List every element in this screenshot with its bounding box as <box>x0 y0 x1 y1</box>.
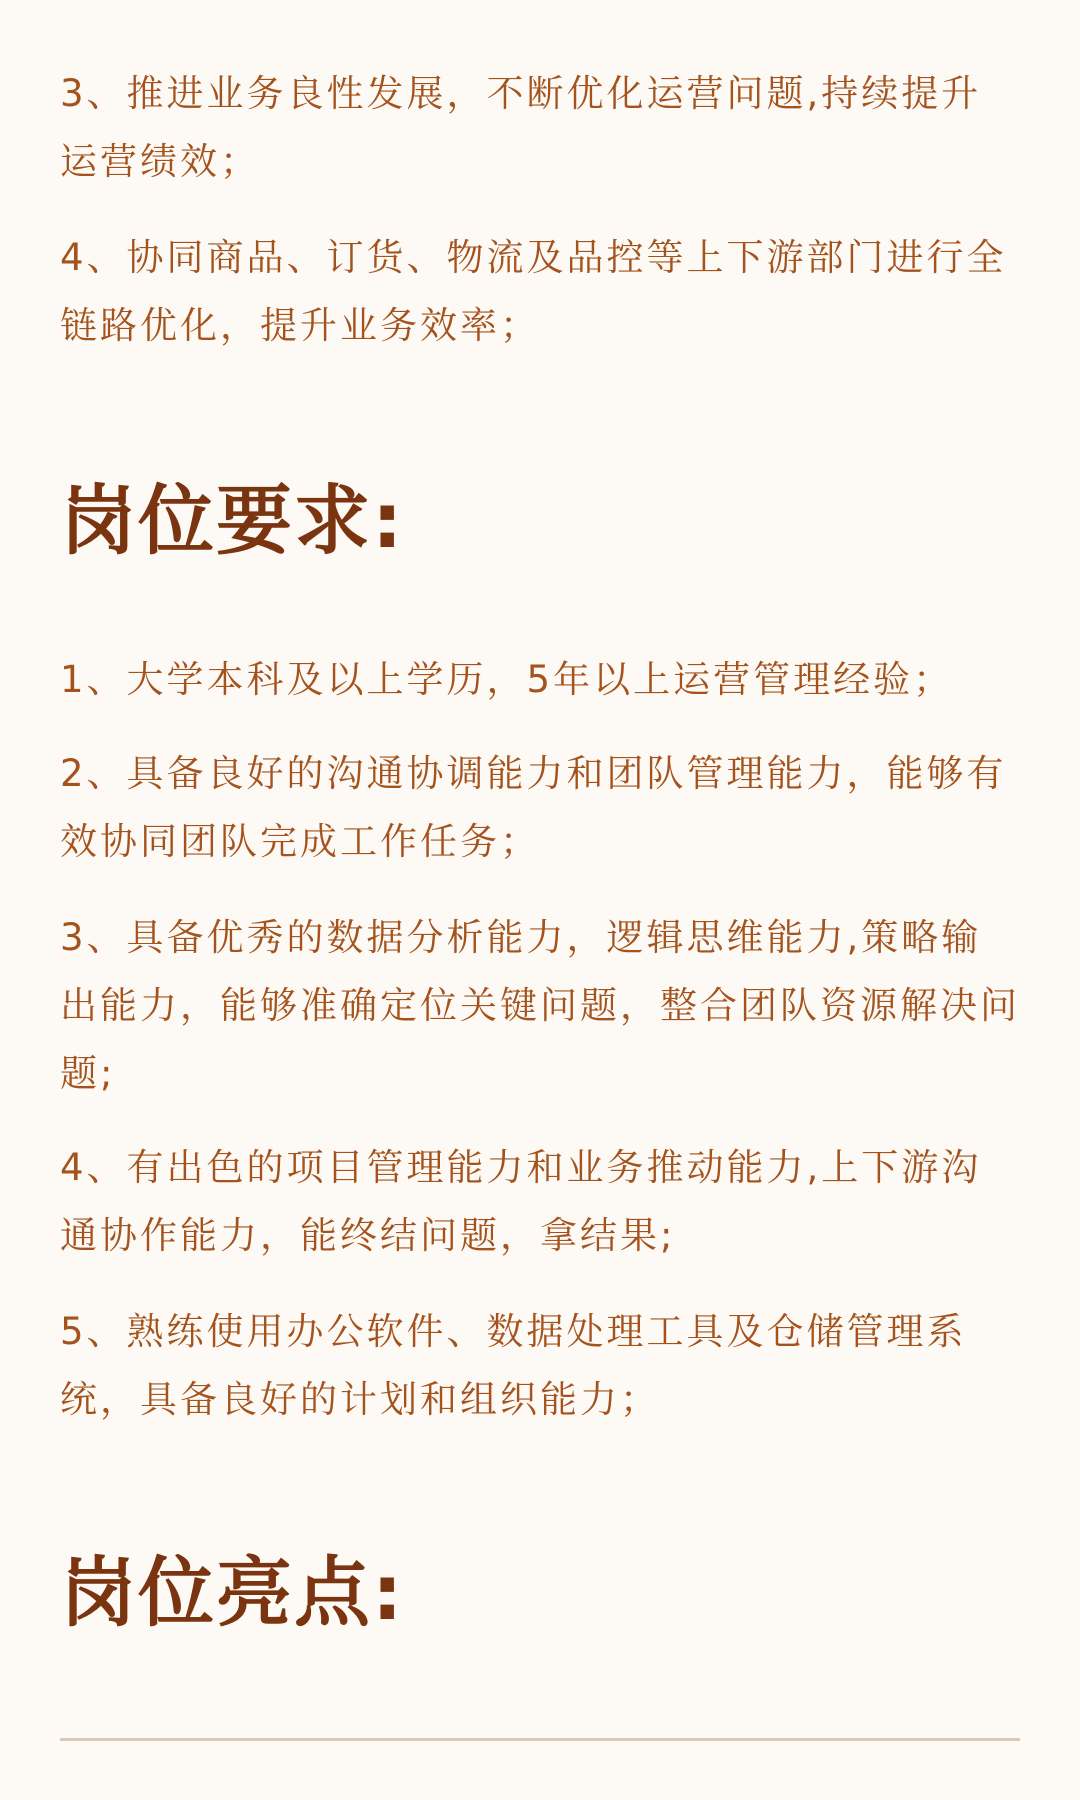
section-divider <box>60 1738 1020 1741</box>
highlights-heading: 岗位亮点: <box>60 1548 405 1637</box>
requirements-heading: 岗位要求: <box>60 476 405 565</box>
duty-item-4: 4、协同商品、订货、物流及品控等上下游部门进行全链路优化，提升业务效率； <box>60 236 1007 347</box>
requirement-item-5: 5、熟练使用办公软件、数据处理工具及仓储管理系统，具备良好的计划和组织能力； <box>60 1310 967 1421</box>
duty-item-3: 3、推进业务良性发展，不断优化运营问题,持续提升运营绩效； <box>60 72 982 183</box>
requirement-item-4: 4、有出色的项目管理能力和业务推动能力,上下游沟通协作能力，能终结问题，拿结果; <box>60 1146 982 1257</box>
requirement-item-3: 3、具备优秀的数据分析能力，逻辑思维能力,策略输出能力，能够准确定位关键问题，整合团队资源解决问题; <box>60 916 1020 1095</box>
requirement-item-1: 1、大学本科及以上学历，5年以上运营管理经验； <box>60 658 954 701</box>
requirement-item-2: 2、具备良好的沟通协调能力和团队管理能力，能够有效协同团队完成工作任务； <box>60 752 1007 863</box>
